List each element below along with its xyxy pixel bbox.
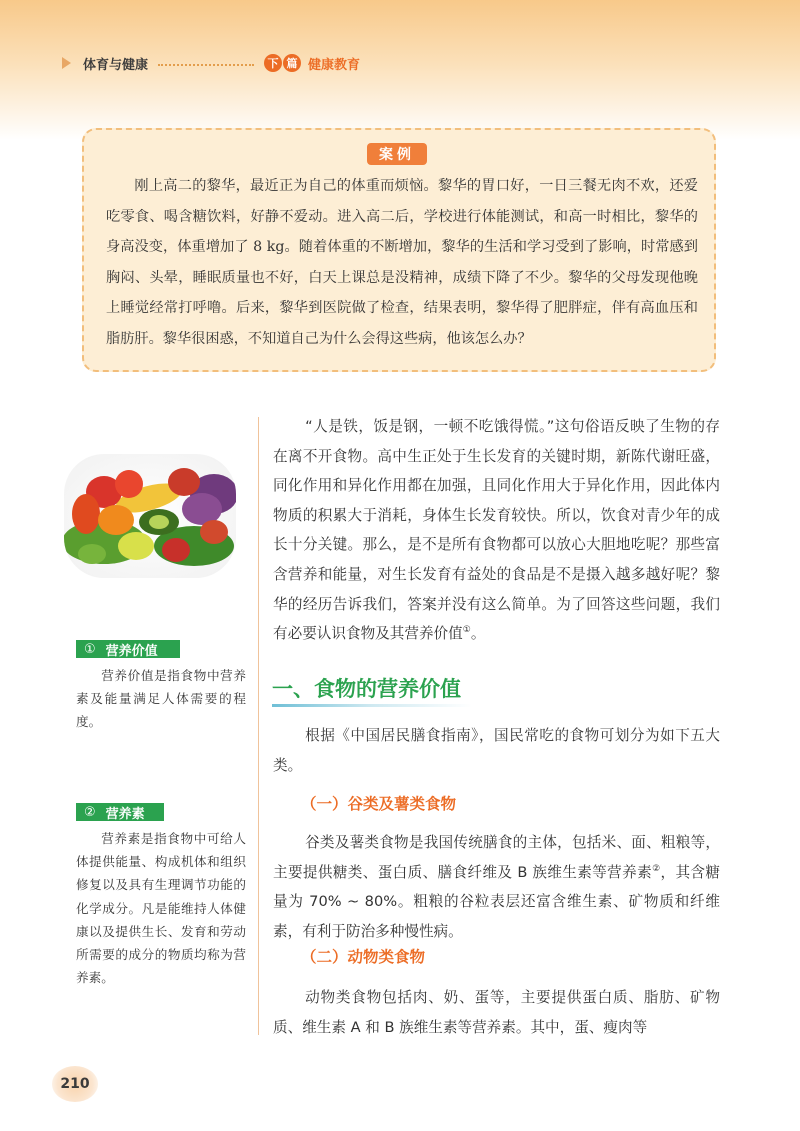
grains-text-cont: ，其含糖量为 70% ~ 80%。粗粮的谷粒表层还富含维生素、矿物质和纤维素，有利于防治多种慢性病。 — [273, 863, 720, 940]
case-text: 刚上高二的黎华，最近正为自己的体重而烦恼。黎华的胃口好，一日三餐无肉不欢，还爱吃零食、喝含糖饮料，好静不爱动。进入高二后，学校进行体能测试，和高一时相比，黎华的身高没变，体重增加了 8 kg。随着体重的不断增加，黎华的生活和学习受到了影响，时常感到胸闷、头晕，睡眠质量也不好，白天上课总是没精神，成绩下降了不少。黎华的父母发现他晚上睡觉经常打呼噜。后来，黎华到医院做了检查，结果表明，黎华得了肥胖症，伴有高血压和脂肪肝。黎华很困惑，不知道自己为什么会得这些病，他该怎么办？ — [106, 178, 698, 347]
note-number: ① — [84, 641, 96, 657]
note-tag-nutritional-value — [76, 640, 180, 658]
running-header — [62, 51, 360, 75]
part-badge: 下 — [264, 54, 282, 72]
case-title: 案例 — [367, 143, 427, 165]
section-title-underline — [272, 704, 472, 707]
intro-paragraph: “人是铁，饭是钢，一顿不吃饿得慌。”这句俗语反映了生物的存在离不开食物。高中生正处于生长发育的关键时期，新陈代谢旺盛，同化作用和异化作用都在加强，且同化作用大于异化作用，因此体内物质的积累大于消耗，身体生长发育较快。所以，饮食对青少年的成长十分关键。那么，是不是所有食物都可以放心大胆地吃呢？那些富含营养和能量，对生长发育有益处的食品是不是摄入越多越好呢？黎华的经历告诉我们，答案并没有这么简单。为了回答这些问题，我们有必要认识食物及其营养价值①。 — [273, 418, 720, 643]
page-number: 210 — [52, 1066, 98, 1102]
subsection-title-animal: （二）动物类食物 — [301, 948, 426, 966]
intro-text: “人是铁，饭是钢，一顿不吃饿得慌。”这句俗语反映了生物的存在离不开食物。高中生正处于生长发育的关键时期，新陈代谢旺盛，同化作用和异化作用都在加强，且同化作用大于异化作用，因此体内物质的积累大于消耗，身体生长发育较快。所以，饮食对青少年的成长十分关键。那么，是不是所有食物都可以放心大胆地吃呢？那些富含营养和能量，对生长发育有益处的食品是不是摄入越多越好呢？黎华的经历告诉我们，答案并没有这么简单。为了回答这些问题，我们有必要认识食物及其营养价值 — [273, 418, 720, 643]
subsection-title-grains: （一）谷类及薯类食物 — [301, 795, 457, 813]
footnote-mark: ① — [462, 625, 471, 636]
section-title: 一、食物的营养价值 — [272, 677, 461, 701]
grains-text: 谷类及薯类食物是我国传统膳食的主体，包括米、面、粗粮等，主要提供糖类、蛋白质、膳食纤维及 B 族维生素等营养素 — [273, 834, 720, 881]
book-title: 体育与健康 — [83, 57, 149, 73]
note-tag-nutrient — [76, 803, 164, 821]
footnote-mark: ② — [652, 863, 661, 874]
section-intro: 根据《中国居民膳食指南》，国民常吃的食物可划分为如下五大类。 — [273, 727, 720, 774]
part-badge: 篇 — [283, 54, 301, 72]
note-title: 营养价值 — [105, 643, 158, 659]
dotted-leader — [158, 64, 254, 66]
grains-paragraph — [273, 828, 720, 946]
note-text-nutritional-value: 营养价值是指食物中营养素及能量满足人体需要的程度。 — [76, 668, 246, 730]
column-divider — [258, 417, 259, 1035]
vegetables-image — [64, 454, 236, 578]
note-title: 营养素 — [105, 806, 145, 822]
note-text-nutrient: 营养素是指食物中可给人体提供能量、构成机体和组织修复以及具有生理调节功能的化学成分。凡是能维持人体健康以及提供生长、发育和劳动所需要的成分的物质均称为营养素。 — [76, 831, 246, 986]
note-number: ② — [84, 804, 96, 820]
part-title: 健康教育 — [308, 57, 361, 73]
animal-paragraph: 动物类食物包括肉、奶、蛋等，主要提供蛋白质、脂肪、矿物质、维生素 A 和 B 族维生素等营养素。其中，蛋、瘦肉等 — [273, 989, 720, 1036]
triangle-icon — [62, 57, 71, 69]
